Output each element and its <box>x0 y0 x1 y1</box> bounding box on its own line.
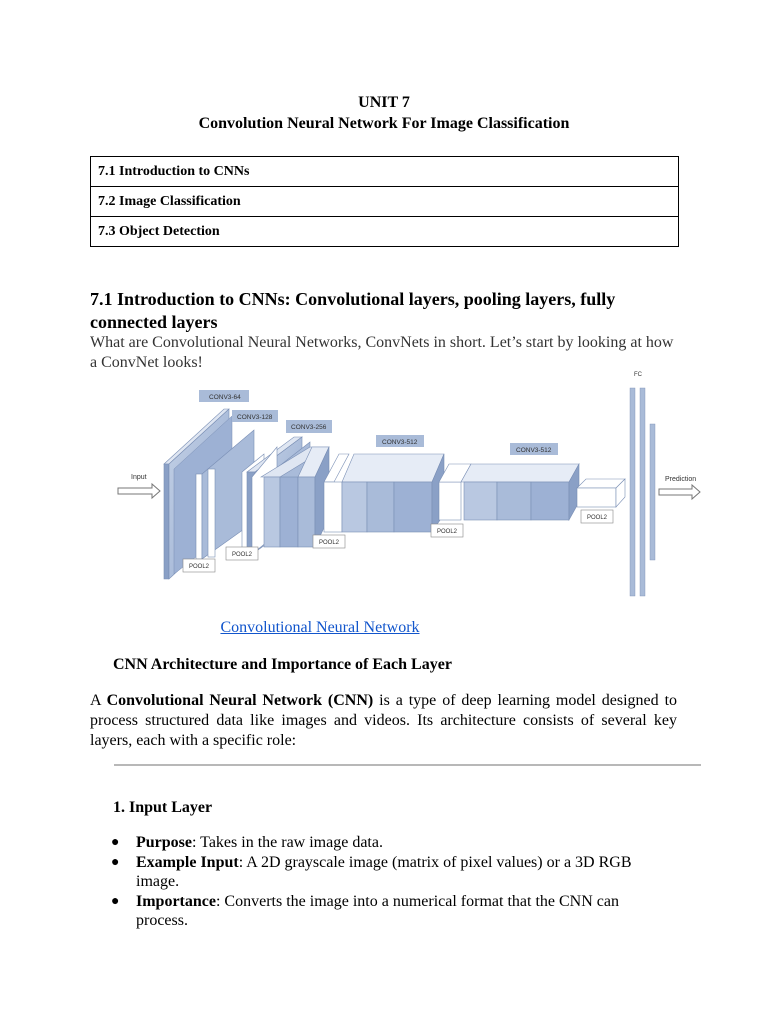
toc-item-classification: 7.2 Image Classification <box>91 187 679 217</box>
svg-text:POOL2: POOL2 <box>587 515 608 521</box>
svg-text:POOL2: POOL2 <box>232 552 253 558</box>
pool-block-final <box>577 479 625 507</box>
svg-text:POOL2: POOL2 <box>437 529 458 535</box>
svg-text:POOL2: POOL2 <box>189 564 210 570</box>
prediction-arrow <box>659 485 700 499</box>
list-item: ● Example Input: A 2D grayscale image (matrix of pixel values) or a 3D RGB image. <box>111 853 632 890</box>
conv-label-512-b <box>510 443 558 455</box>
unit-title: Convolution Neural Network For Image Classification <box>198 115 570 132</box>
prediction-label: Prediction <box>665 476 697 483</box>
conv-label-512-a <box>376 435 424 447</box>
svg-text:CONV3-128: CONV3-128 <box>237 414 273 421</box>
input-layer-heading: 1. Input Layer <box>113 799 213 816</box>
architecture-paragraph: A Convolutional Neural Network (CNN) is a type of deep learning model designed to process structured data like images and videos. Its architecture consists of several key layers, each with a specific role: <box>90 692 678 749</box>
bullet-icon: ● <box>111 893 120 909</box>
conv-label-128 <box>232 410 278 422</box>
cnn-term: Convolutional Neural Network (CNN) <box>106 692 374 709</box>
input-layer-bullets <box>107 833 667 931</box>
cnn-architecture-figure <box>114 364 702 600</box>
input-label: Input <box>131 474 147 481</box>
toc-item-detection: 7.3 Object Detection <box>91 217 679 247</box>
conv-block-512-b <box>439 464 579 520</box>
bullet-icon: ● <box>111 854 120 870</box>
list-item: ● Importance: Converts the image into a numerical format that the CNN can process. <box>111 892 619 929</box>
svg-text:CONV3-256: CONV3-256 <box>291 424 327 431</box>
section-intro: What are Convolutional Neural Networks, ConvNets in short. Let’s start by looking at how a ConvNet looks! <box>90 334 674 371</box>
horizontal-divider <box>114 764 701 766</box>
architecture-heading: CNN Architecture and Importance of Each Layer <box>113 656 452 673</box>
conv-label-256 <box>286 420 332 433</box>
pool-label-1 <box>183 559 215 572</box>
list-item: ● Purpose: Takes in the raw image data. <box>111 834 383 851</box>
section-heading: 7.1 Introduction to CNNs: Convolutional layers, pooling layers, fully connected layers <box>90 289 616 332</box>
conv-label-64 <box>199 390 249 402</box>
table-of-contents <box>90 156 679 247</box>
fc-label: FC <box>634 372 642 378</box>
svg-text:POOL2: POOL2 <box>319 540 340 546</box>
fc-layers <box>630 388 655 596</box>
pool-label-4 <box>431 524 463 537</box>
bullet-icon: ● <box>111 835 120 850</box>
conv-block-512-a <box>324 454 444 532</box>
pool-label-2 <box>226 547 258 560</box>
input-arrow <box>118 484 160 498</box>
svg-text:CONV3-512: CONV3-512 <box>516 447 552 454</box>
svg-text:CONV3-512: CONV3-512 <box>382 439 418 446</box>
toc-item-intro: 7.1 Introduction to CNNs <box>91 157 679 187</box>
pool-label-5 <box>581 510 613 523</box>
pool-label-3 <box>313 535 345 548</box>
unit-number: UNIT 7 <box>358 94 410 111</box>
figure-caption-link[interactable]: Convolutional Neural Network <box>220 619 420 636</box>
svg-text:CONV3-64: CONV3-64 <box>209 394 241 401</box>
